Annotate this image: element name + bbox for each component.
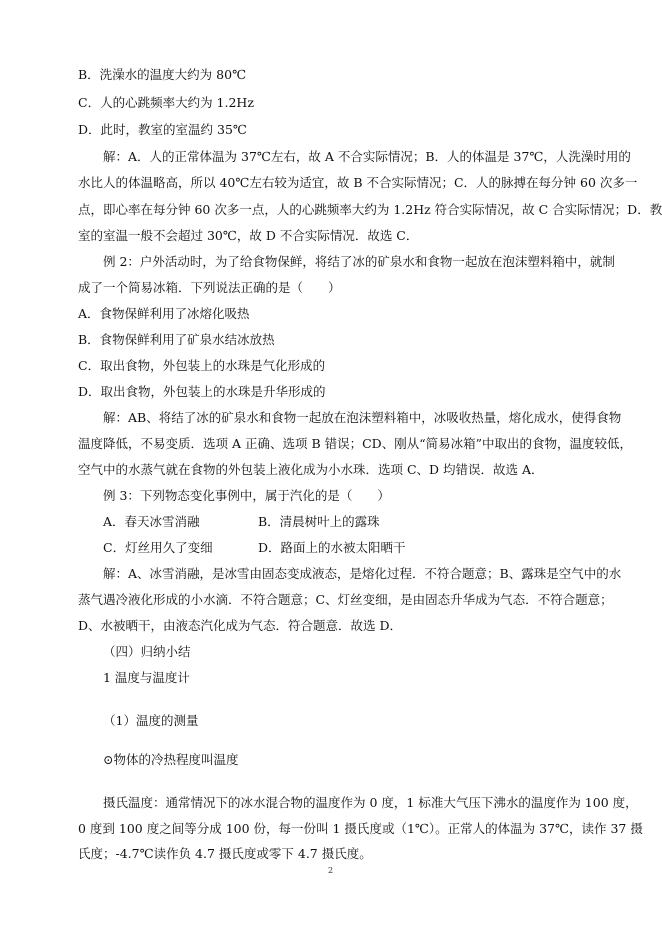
definition-temperature: ⊙物体的冷热程度叫温度 <box>103 752 239 767</box>
solution-1-line-2: 水比人的体温略高，所以 40℃左右较为适宜，故 B 不合实际情况；C．人的脉搏在每分钟 60 次多一 <box>78 175 638 190</box>
solution-3-line-2: 蒸气遇冷液化形成的小水滴．不符合题意；C、灯丝变细，是由固态升华成为气态．不符合题意； <box>78 592 613 607</box>
celsius-paragraph-line-2: 0 度到 100 度之间等分成 100 份，每一份叫 1 摄氏度或（1℃）。正常人的体温为 37℃，读作 37 摄 <box>78 821 643 836</box>
section-heading-summary: （四）归纳小结 <box>103 644 191 659</box>
solution-2-line-3: 空气中的水蒸气就在食物的外包装上液化成为小水珠．选项 C、D 均错误．故选 A． <box>78 462 544 477</box>
example-3-option-c: C．灯丝用久了变细 <box>103 540 213 555</box>
example-3-option-d: D．路面上的水被太阳晒干 <box>258 540 406 555</box>
page-number: 2 <box>327 866 334 875</box>
subheading-temperature-thermometer: 1 温度与温度计 <box>103 670 190 685</box>
example-2-option-d: D．取出食物，外包装上的水珠是升华形成的 <box>78 384 326 399</box>
option-c-text: C．人的心跳频率大约为 1.2Hz <box>78 95 254 110</box>
example-2-option-b: B．食物保鲜利用了矿泉水结冰放热 <box>78 332 275 347</box>
subheading-temperature-measurement: （1）温度的测量 <box>103 713 199 728</box>
example-2-line-1: 例 2：户外活动时，为了给食物保鲜，将结了冰的矿泉水和食物一起放在泡沫塑料箱中，就制 <box>103 254 615 269</box>
solution-3-line-1: 解：A、冰雪消融，是冰雪由固态变成液态，是熔化过程．不符合题意；B、露珠是空气中的水 <box>103 566 622 581</box>
solution-2-line-2: 温度降低，不易变质．选项 A 正确、选项 B 错误；CD、刚从“简易冰箱”中取出的食物，温度较低， <box>78 436 632 451</box>
celsius-paragraph-line-1: 摄氏温度：通常情况下的冰水混合物的温度作为 0 度，1 标准大气压下沸水的温度作为 100 度， <box>103 795 638 810</box>
solution-2-line-1: 解：AB、将结了冰的矿泉水和食物一起放在泡沫塑料箱中，冰吸收热量，熔化成水，使得食物 <box>103 410 622 425</box>
example-3-question: 例 3：下列物态变化事例中，属于汽化的是（ ） <box>103 488 390 503</box>
example-2-line-2: 成了一个简易冰箱．下列说法正确的是（ ） <box>78 280 341 295</box>
example-3-option-a: A．春天冰雪消融 <box>103 514 200 529</box>
solution-1-line-1: 解：A．人的正常体温为 37℃左右，故 A 不合实际情况；B．人的体温是 37℃，人洗澡时用的 <box>103 149 631 164</box>
solution-3-line-3: D、水被晒干，由液态汽化成为气态．符合题意．故选 D． <box>78 618 403 633</box>
option-b-text: B．洗澡水的温度大约为 80℃ <box>78 67 247 82</box>
option-d-text: D．此时，教室的室温约 35℃ <box>78 122 247 137</box>
solution-1-line-4: 室的室温一般不会超过 30℃，故 D 不合实际情况．故选 C． <box>78 228 419 243</box>
solution-1-line-3: 点，即心率在每分钟 60 次多一点，人的心跳频率大约为 1.2Hz 符合实际情况，故 C 合实际情况；D．教 <box>78 202 662 217</box>
example-2-option-c: C．取出食物，外包装上的水珠是气化形成的 <box>78 358 326 373</box>
example-2-option-a: A．食物保鲜利用了冰熔化吸热 <box>78 306 250 321</box>
example-3-option-b: B．清晨树叶上的露珠 <box>258 514 380 529</box>
celsius-paragraph-line-3: 氏度；-4.7℃读作负 4.7 摄氏度或零下 4.7 摄氏度。 <box>78 846 372 861</box>
